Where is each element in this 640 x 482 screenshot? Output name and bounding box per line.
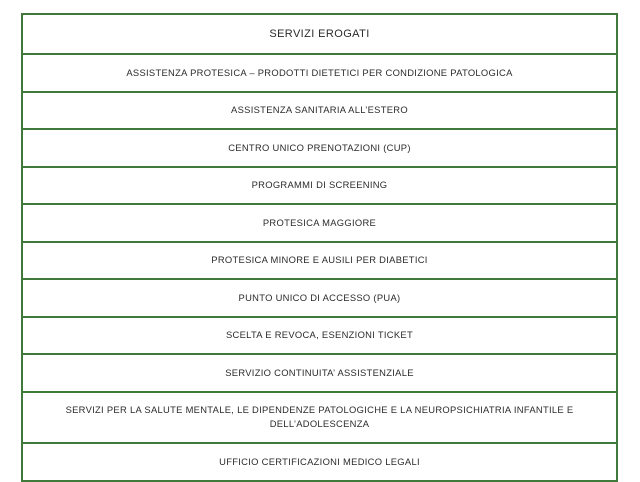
table-row: ASSISTENZA PROTESICA – PRODOTTI DIETETICI PER CONDIZIONE PATOLOGICA xyxy=(23,53,616,91)
table-row: SERVIZIO CONTINUITA’ ASSISTENZIALE xyxy=(23,353,616,391)
table-row: CENTRO UNICO PRENOTAZIONI (CUP) xyxy=(23,128,616,166)
table-row: SERVIZI PER LA SALUTE MENTALE, LE DIPENDENZE PATOLOGICHE E LA NEUROPSICHIATRIA INFANTILE E DELL’ADOLESCENZA xyxy=(23,391,616,442)
table-row: PROGRAMMI DI SCREENING xyxy=(23,166,616,204)
services-table xyxy=(21,13,618,482)
table-row: ASSISTENZA SANITARIA ALL’ESTERO xyxy=(23,91,616,129)
table-header: SERVIZI EROGATI xyxy=(269,28,370,40)
table-row: PROTESICA MAGGIORE xyxy=(23,203,616,241)
table-row: PUNTO UNICO DI ACCESSO (PUA) xyxy=(23,278,616,316)
table-row: SCELTA E REVOCA, ESENZIONI TICKET xyxy=(23,316,616,354)
table-row: PROTESICA MINORE E AUSILI PER DIABETICI xyxy=(23,241,616,279)
table-row: UFFICIO CERTIFICAZIONI MEDICO LEGALI xyxy=(23,442,616,480)
